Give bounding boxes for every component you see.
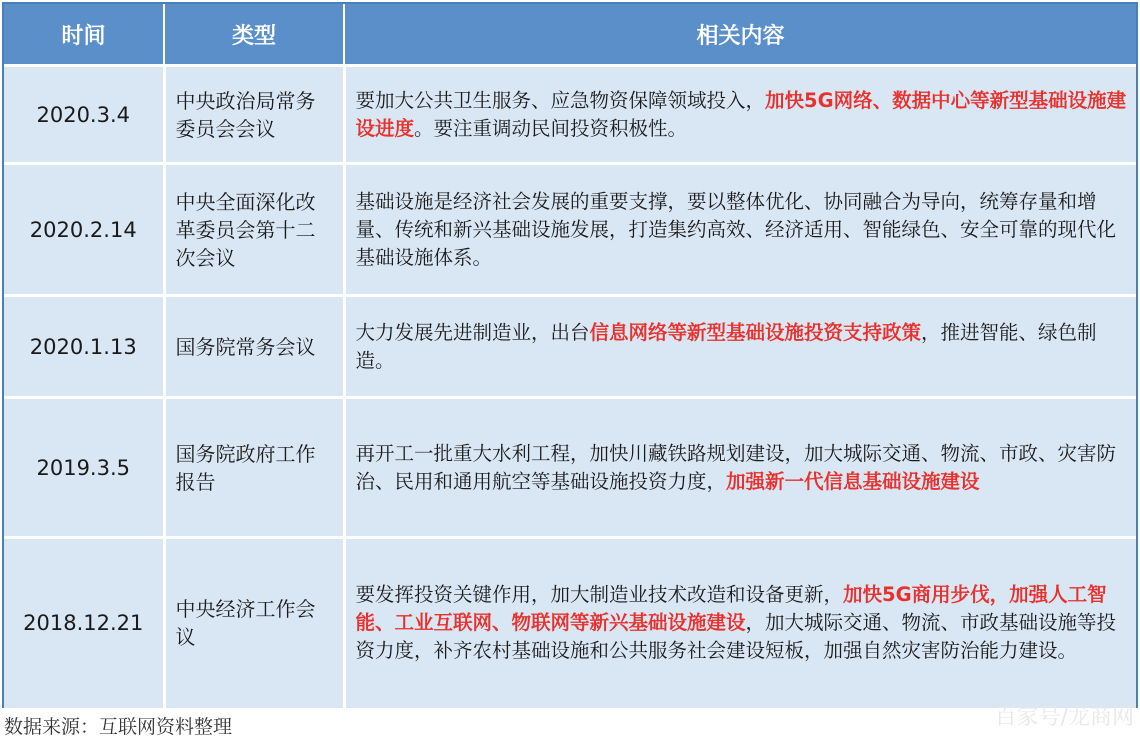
watermark: 百家号/龙商网 [994, 705, 1134, 730]
row-type: 中央政治局常务委员会会议 [164, 66, 344, 164]
table-header-row [4, 4, 1136, 66]
highlighted-text: 加快5G网络、数据中心等新型基础设施建设进度 [355, 88, 1127, 140]
row-content [344, 398, 1136, 538]
data-source-note: 数据来源：互联网资料整理 [4, 716, 233, 738]
content-text: 基础设施是经济社会发展的重要支撑，要以整体优化、协同融合为导向，统筹存量和增量、传统和新兴基础设施发展，打造集约高效、经济适用、智能绿色、安全可靠的现代化基础设施体系。 [355, 189, 1117, 269]
row-date: 2020.2.14 [4, 164, 164, 296]
header-type: 类型 [164, 4, 344, 66]
table-body [4, 66, 1136, 708]
row-content [344, 296, 1136, 398]
header-time: 时间 [4, 4, 164, 66]
table-row [4, 538, 1136, 708]
content-text: 大力发展先进制造业，出台 [355, 320, 590, 344]
policy-table-grid [4, 4, 1136, 708]
row-content [344, 164, 1136, 296]
row-date: 2018.12.21 [4, 538, 164, 708]
highlighted-text: 加强新一代信息基础设施建设 [726, 469, 980, 493]
row-type: 国务院政府工作报告 [164, 398, 344, 538]
row-date: 2020.1.13 [4, 296, 164, 398]
content-text: ，加大城际交通、物流、市政基础设施等投资力度，补齐农村基础设施和公共服务社会建设短板，加强自然灾害防治能力建设。 [355, 611, 1117, 663]
row-type: 中央全面深化改革委员会第十二次会议 [164, 164, 344, 296]
row-content [344, 538, 1136, 708]
table-row [4, 66, 1136, 164]
content-text: 要发挥投资关键作用，加大制造业技术改造和设备更新， [355, 583, 844, 607]
content-text: 再开工一批重大水利工程，加快川藏铁路规划建设，加大城际交通、物流、市政、灾害防治、民用和通用航空等基础设施投资力度， [355, 441, 1117, 493]
highlighted-text: 加快5G商用步伐，加强人工智能、工业互联网、物联网等新兴基础设施建设 [355, 583, 1107, 635]
header-content: 相关内容 [344, 4, 1136, 66]
highlighted-text: 信息网络等新型基础设施投资支持政策 [589, 320, 922, 344]
policy-table [2, 2, 1138, 708]
row-content [344, 66, 1136, 164]
content-text: 。要注重调动民间投资积极性。 [414, 116, 688, 140]
row-date: 2019.3.5 [4, 398, 164, 538]
content-text: 要加大公共卫生服务、应急物资保障领域投入， [355, 88, 766, 112]
row-type: 国务院常务会议 [164, 296, 344, 398]
row-type: 中央经济工作会议 [164, 538, 344, 708]
row-date: 2020.3.4 [4, 66, 164, 164]
table-row [4, 164, 1136, 296]
table-row [4, 398, 1136, 538]
content-text: ，推进智能、绿色制造。 [355, 320, 1097, 372]
table-row [4, 296, 1136, 398]
